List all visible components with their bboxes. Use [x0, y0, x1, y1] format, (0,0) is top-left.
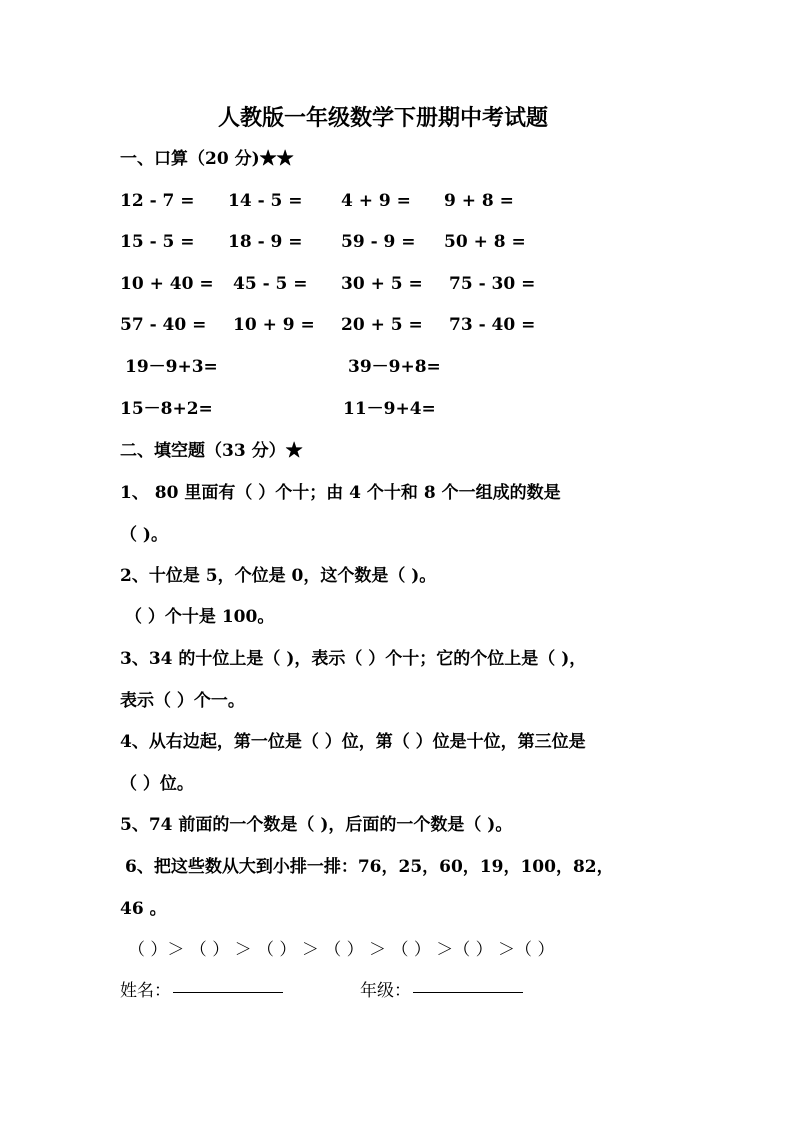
question-line: 4、从右边起，第一位是（ ）位，第（ ）位是十位，第三位是	[120, 732, 586, 752]
section1-heading: 一、口算（20 分)★★	[120, 149, 294, 169]
calc-item: 20 + 5 =	[341, 315, 423, 335]
question-line: 1、 80 里面有（ ）个十；由 4 个十和 8 个一组成的数是	[120, 483, 561, 503]
calc-item: 10 + 9 =	[233, 315, 315, 335]
calc-item: 14 - 5 =	[228, 191, 303, 211]
calc-item: 50 + 8 =	[444, 232, 526, 252]
calc-item: 45 - 5 =	[233, 274, 308, 294]
question-line: 表示（ ）个一。	[120, 691, 245, 711]
ordering-blanks: （ ）＞ （ ） ＞ （ ） ＞ （ ） ＞ （ ） ＞（ ） ＞（ ）	[128, 940, 555, 960]
mixed-calc-item: 11－9+4=	[343, 399, 436, 419]
calc-item: 18 - 9 =	[228, 232, 303, 252]
name-field[interactable]	[120, 983, 283, 1000]
calc-item: 10 + 40 =	[120, 274, 214, 294]
page-title: 人教版一年级数学下册期中考试题	[218, 105, 549, 131]
calc-item: 57 - 40 =	[120, 315, 207, 335]
calc-item: 4 + 9 =	[341, 191, 411, 211]
question-line: 5、74 前面的一个数是（ )，后面的一个数是（ )。	[120, 815, 513, 835]
calc-item: 12 - 7 =	[120, 191, 195, 211]
mixed-calc-item: 39－9+8=	[348, 357, 441, 377]
name-underline	[173, 991, 283, 993]
name-label: 姓名：	[120, 981, 171, 1001]
grade-label: 年级：	[360, 981, 411, 1001]
question-line: 46 。	[120, 899, 167, 919]
question-line: （ )。	[120, 525, 168, 545]
question-line: （ ）个十是 100。	[125, 607, 275, 627]
calc-item: 15 - 5 =	[120, 232, 195, 252]
mixed-calc-item: 15－8+2=	[120, 399, 213, 419]
mixed-calc-item: 19－9+3=	[125, 357, 218, 377]
calc-item: 9 + 8 =	[444, 191, 514, 211]
grade-underline	[413, 991, 523, 993]
calc-item: 73 - 40 =	[449, 315, 536, 335]
calc-item: 59 - 9 =	[341, 232, 416, 252]
calc-item: 75 - 30 =	[449, 274, 536, 294]
section2-heading: 二、填空题（33 分）★	[120, 441, 303, 461]
question-line: 6、把这些数从大到小排一排：76，25，60，19，100，82，	[125, 857, 614, 877]
grade-field[interactable]	[360, 983, 523, 1000]
question-line: 3、34 的十位上是（ )，表示（ ）个十；它的个位上是（ )，	[120, 649, 587, 669]
question-line: （ ）位。	[120, 774, 194, 794]
question-line: 2、十位是 5，个位是 0，这个数是（ )。	[120, 566, 437, 586]
calc-item: 30 + 5 =	[341, 274, 423, 294]
